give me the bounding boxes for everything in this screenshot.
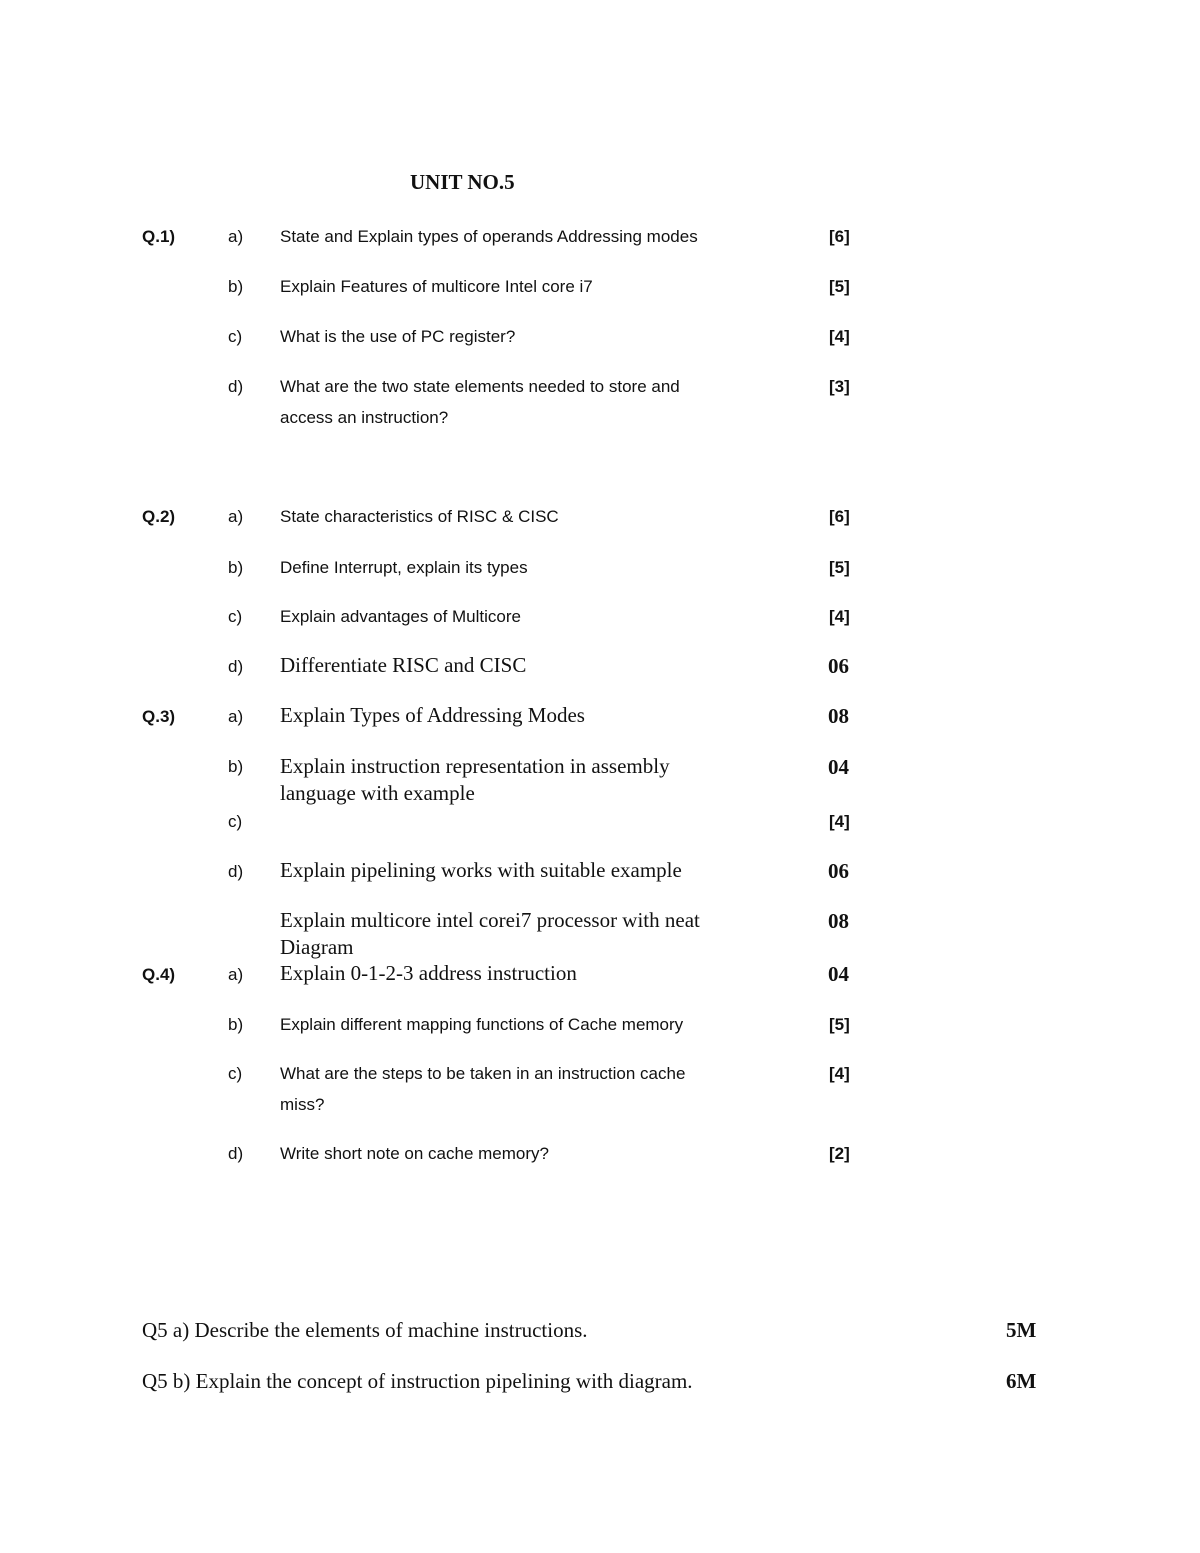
part-label: d) xyxy=(228,657,244,676)
part-label: b) xyxy=(228,757,244,776)
question-text: Write short note on cache memory? xyxy=(280,1144,549,1163)
question-text: Explain different mapping functions of Cache memory xyxy=(280,1015,684,1034)
question-number: Q.2) xyxy=(142,507,176,526)
marks: 08 xyxy=(828,909,849,933)
marks: [4] xyxy=(829,812,850,831)
part-label: c) xyxy=(228,812,243,831)
marks: [5] xyxy=(829,277,850,296)
part-label: c) xyxy=(228,327,243,346)
question-text: Explain instruction representation in assembly xyxy=(280,754,670,778)
q5-marks: 6M xyxy=(1006,1369,1037,1393)
question-text-continued: Diagram xyxy=(280,935,354,959)
marks: 06 xyxy=(828,859,849,883)
question-number: Q.4) xyxy=(142,965,176,984)
question-text: Explain Types of Addressing Modes xyxy=(280,703,585,727)
part-label: a) xyxy=(228,707,244,726)
question-text: Explain multicore intel corei7 processor with neat xyxy=(280,908,700,932)
question-text: State characteristics of RISC & CISC xyxy=(280,507,559,526)
marks: 06 xyxy=(828,654,849,678)
page-title: UNIT NO.5 xyxy=(410,170,515,194)
part-label: d) xyxy=(228,377,244,396)
marks: [6] xyxy=(829,507,850,526)
q5-question: Q5 b) Explain the concept of instruction pipelining with diagram. xyxy=(142,1369,693,1393)
part-label: c) xyxy=(228,607,243,626)
question-number: Q.1) xyxy=(142,227,176,246)
part-label: c) xyxy=(228,1064,243,1083)
marks: [5] xyxy=(829,1015,850,1034)
question-text: What are the two state elements needed to store and xyxy=(280,377,680,396)
part-label: d) xyxy=(228,862,244,881)
question-text: Define Interrupt, explain its types xyxy=(280,558,528,577)
marks: [4] xyxy=(829,1064,850,1083)
question-number: Q.3) xyxy=(142,707,176,726)
question-text-continued: miss? xyxy=(280,1095,325,1114)
marks: 04 xyxy=(828,962,849,986)
marks: 08 xyxy=(828,704,849,728)
part-label: a) xyxy=(228,965,244,984)
question-text: State and Explain types of operands Addressing modes xyxy=(280,227,698,246)
question-text: Explain 0-1-2-3 address instruction xyxy=(280,961,577,985)
part-label: a) xyxy=(228,507,244,526)
question-text: Explain Features of multicore Intel core i7 xyxy=(280,277,593,296)
question-text: Explain pipelining works with suitable example xyxy=(280,858,682,882)
part-label: b) xyxy=(228,558,244,577)
marks: 04 xyxy=(828,755,849,779)
part-label: b) xyxy=(228,1015,244,1034)
marks: [4] xyxy=(829,607,850,626)
part-label: b) xyxy=(228,277,244,296)
question-text-continued: language with example xyxy=(280,781,475,805)
q5-question: Q5 a) Describe the elements of machine instructions. xyxy=(142,1318,588,1342)
marks: [6] xyxy=(829,227,850,246)
question-text: Differentiate RISC and CISC xyxy=(280,653,527,677)
marks: [4] xyxy=(829,327,850,346)
q5-marks: 5M xyxy=(1006,1318,1037,1342)
marks: [3] xyxy=(829,377,850,396)
question-text: What are the steps to be taken in an instruction cache xyxy=(280,1064,686,1083)
question-text: Explain advantages of Multicore xyxy=(280,607,521,626)
marks: [2] xyxy=(829,1144,850,1163)
part-label: d) xyxy=(228,1144,244,1163)
question-text-continued: access an instruction? xyxy=(280,408,449,427)
part-label: a) xyxy=(228,227,244,246)
marks: [5] xyxy=(829,558,850,577)
question-text: What is the use of PC register? xyxy=(280,327,516,346)
